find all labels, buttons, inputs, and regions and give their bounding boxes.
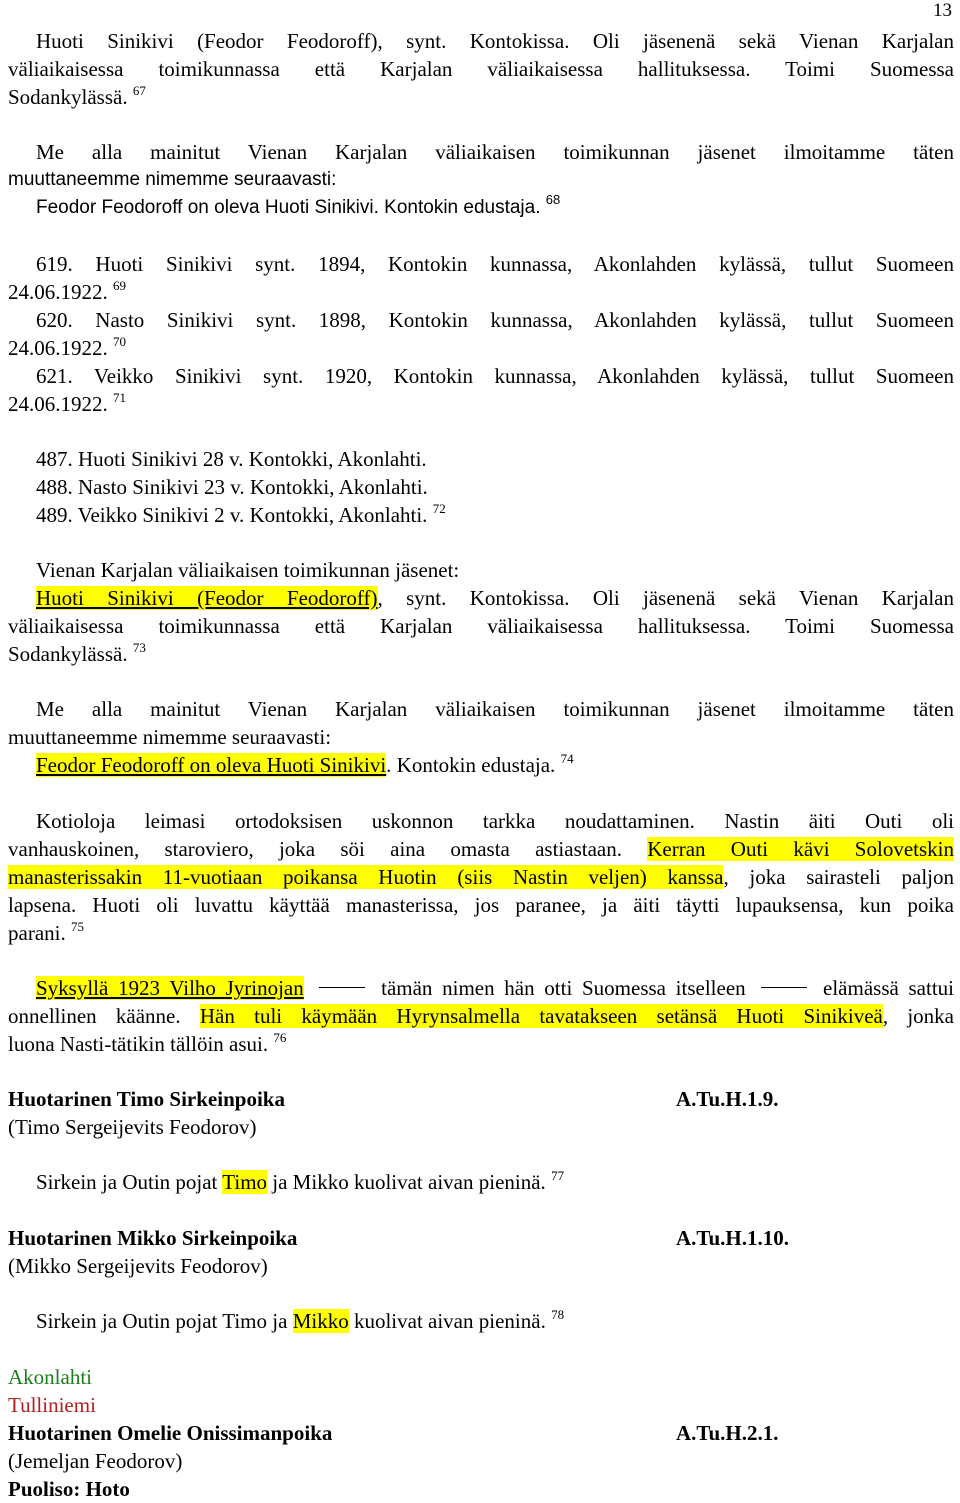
highlight: Feodor Feodoroff on oleva Huoti Sinikivi: [36, 753, 387, 777]
person-ref: A.Tu.H.1.9.: [676, 1087, 779, 1111]
footnote-ref[interactable]: 67: [132, 83, 146, 98]
text-line: [8, 1168, 954, 1196]
text-line: Me alla mainitut Vienan Karjalan väliaikaisen toimikunnan jäsenet ilmoitamme täten: [36, 140, 954, 164]
highlight: Timo: [222, 1170, 268, 1194]
highlight: Kerran Outi kävi Solovetskin: [647, 837, 954, 861]
line-text: Sirkein ja Outin pojat Timo ja: [36, 1309, 293, 1333]
text-line: [8, 640, 954, 668]
person-name: Huotarinen Mikko Sirkeinpoika: [8, 1226, 298, 1250]
line-text: Sodankylässä.: [8, 642, 128, 666]
place-akonlahti: Akonlahti: [8, 1365, 92, 1389]
line-text: 24.06.1922.: [8, 392, 108, 416]
text-line: [8, 919, 954, 947]
line-text: 24.06.1922.: [8, 280, 108, 304]
footnote-ref[interactable]: 74: [560, 751, 574, 766]
text-line: Kotioloja leimasi ortodoksisen uskonnon tarkka noudattaminen. Nastin äiti Outi oli: [36, 809, 954, 833]
dash: [319, 987, 365, 988]
footnote-ref[interactable]: 68: [545, 192, 561, 207]
text-line: 621. Veikko Sinikivi synt. 1920, Kontokin kunnassa, Akonlahden kylässä, tullut Suomeen: [36, 364, 954, 388]
person-alt-name: (Timo Sergeijevits Feodorov): [8, 1115, 257, 1139]
text-line: muuttaneemme nimemme seuraavasti:: [8, 169, 337, 190]
paragraph-6: [8, 974, 954, 1058]
footnote-ref[interactable]: 69: [113, 278, 126, 293]
text-line: Me alla mainitut Vienan Karjalan väliaikaisen toimikunnan jäsenet ilmoitamme täten: [36, 697, 954, 721]
text-line: [8, 1030, 954, 1058]
text-line: [8, 863, 954, 891]
line-text: Feodor Feodoroff on oleva Huoti Sinikivi. Kontokin edustaja.: [36, 197, 541, 218]
paragraph-5: [8, 807, 954, 947]
place-tulliniemi: Tulliniemi: [8, 1393, 96, 1417]
line-text: Sodankylässä.: [8, 85, 128, 109]
line-text: , synt. Kontokissa. Oli jäsenenä sekä Vienan Karjalan: [377, 586, 954, 610]
line-text: 24.06.1922.: [8, 336, 108, 360]
text-line: [8, 83, 954, 111]
paragraph-1: [8, 27, 954, 111]
text-line: [8, 835, 954, 863]
footnote-ref[interactable]: 77: [551, 1168, 565, 1183]
person-header: [8, 1224, 954, 1252]
person-alt-name: (Mikko Sergeijevits Feodorov): [8, 1254, 268, 1278]
page-number: 13: [933, 0, 952, 21]
person-note-timo: [8, 1168, 954, 1196]
text-line: [8, 1307, 954, 1335]
line-text: elämässä sattui: [823, 976, 955, 1000]
text-line: Vienan Karjalan väliaikaisen toimikunnan jäsenet:: [36, 558, 460, 582]
highlight: Huoti Sinikivi (Feodor Feodoroff): [36, 586, 378, 610]
footnote-ref[interactable]: 78: [551, 1307, 565, 1322]
highlight: Syksyllä 1923 Vilho Jyrinojan: [36, 976, 304, 1000]
paragraph-2: [8, 138, 954, 222]
text-line: 487. Huoti Sinikivi 28 v. Kontokki, Akonlahti.: [36, 447, 427, 471]
text-line: [8, 278, 954, 306]
text-line: väliaikaisessa toimikunnassa että Karjalan väliaikaisessa hallituksessa. Toimi Suomessa: [8, 57, 954, 81]
footnote-ref[interactable]: 72: [432, 501, 446, 516]
person-header: [8, 1085, 954, 1113]
age-list: [8, 445, 954, 529]
text-line: väliaikaisessa toimikunnassa että Karjalan väliaikaisessa hallituksessa. Toimi Suomessa: [8, 614, 954, 638]
highlight: Mikko: [292, 1309, 349, 1333]
footnote-ref[interactable]: 71: [113, 390, 126, 405]
person-name: Huotarinen Timo Sirkeinpoika: [8, 1087, 285, 1111]
text-line: [8, 974, 954, 1002]
text-line: Huoti Sinikivi (Feodor Feodoroff), synt. Kontokissa. Oli jäsenenä sekä Vienan Karjalan: [36, 29, 954, 53]
text-line: 620. Nasto Sinikivi synt. 1898, Kontokin kunnassa, Akonlahden kylässä, tullut Suomeen: [36, 308, 954, 332]
line-text: , jonka: [882, 1004, 955, 1028]
text-line: [8, 1002, 954, 1030]
person-entry-timo: [8, 1085, 954, 1141]
line-text: parani.: [8, 921, 66, 945]
line-text: onnellinen käänne.: [8, 1004, 200, 1028]
person-header: [8, 1419, 954, 1447]
dash: [761, 987, 807, 988]
line-text: Sirkein ja Outin pojat: [36, 1170, 223, 1194]
text-line: [8, 194, 954, 222]
line-text: 489. Veikko Sinikivi 2 v. Kontokki, Akonlahti.: [36, 503, 428, 527]
text-line: [8, 390, 954, 418]
text-line: 619. Huoti Sinikivi synt. 1894, Kontokin kunnassa, Akonlahden kylässä, tullut Suomeen: [36, 252, 954, 276]
footnote-ref[interactable]: 76: [273, 1030, 287, 1045]
person-note-mikko: [8, 1307, 954, 1335]
person-ref: A.Tu.H.2.1.: [676, 1421, 779, 1445]
line-text: ja Mikko kuolivat aivan pieninä.: [267, 1170, 546, 1194]
entry-list: [8, 250, 954, 418]
paragraph-4: [8, 695, 954, 779]
text-line: [8, 501, 954, 529]
line-text: kuolivat aivan pieninä.: [348, 1309, 546, 1333]
footnote-ref[interactable]: 75: [70, 919, 84, 934]
line-text: vanhauskoinen, staroviero, joka söi aina omasta astiastaan.: [8, 837, 648, 861]
footnote-ref[interactable]: 70: [113, 334, 126, 349]
text-line: [8, 584, 954, 612]
paragraph-3: [8, 556, 954, 668]
person-alt-name: (Jemeljan Feodorov): [8, 1449, 183, 1473]
highlight: manasterissakin 11-vuotiaan poikansa Huotin (siis Nastin veljen) kanssa: [8, 865, 724, 889]
spouse: Puoliso: Hoto: [8, 1477, 130, 1501]
text-line: [8, 751, 954, 779]
line-text: tämän nimen hän otti Suomessa itselleen: [381, 976, 746, 1000]
text-line: lapsena. Huoti oli luvattu käyttää manasterissa, jos paranee, ja äiti täytti lupauksensa, kun poika: [8, 893, 954, 917]
line-text: luona Nasti-tätikin tällöin asui.: [8, 1032, 269, 1056]
person-entry-mikko: [8, 1224, 954, 1280]
highlight: Hän tuli käymään Hyrynsalmella tavatakseen setänsä Huoti Sinikiveä: [199, 1004, 883, 1028]
line-text: , joka sairasteli paljon: [723, 865, 954, 889]
text-line: [8, 334, 954, 362]
person-name: Huotarinen Omelie Onissimanpoika: [8, 1421, 333, 1445]
person-entry-omelie: [8, 1363, 954, 1503]
footnote-ref[interactable]: 73: [132, 640, 146, 655]
text-line: 488. Nasto Sinikivi 23 v. Kontokki, Akonlahti.: [36, 475, 428, 499]
text-line: muuttaneemme nimemme seuraavasti:: [8, 725, 332, 749]
person-ref: A.Tu.H.1.10.: [676, 1226, 790, 1250]
line-text: . Kontokin edustaja.: [386, 753, 556, 777]
